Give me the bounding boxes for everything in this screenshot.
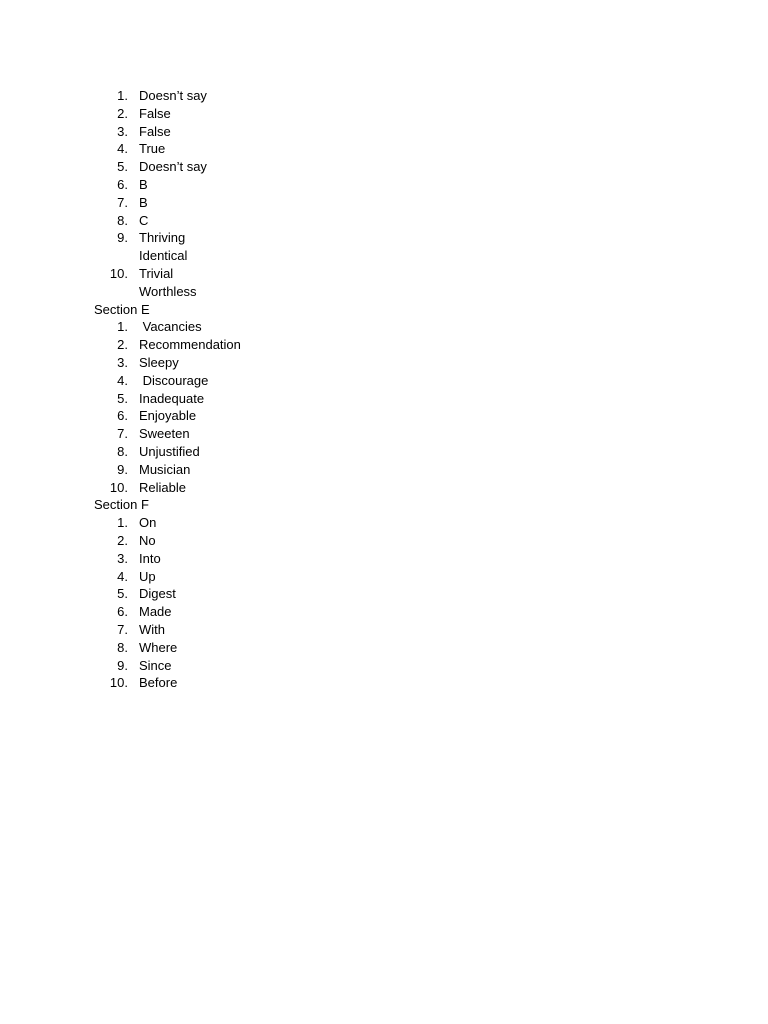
list-item-number: 10. (109, 479, 128, 495)
list-item (94, 621, 694, 639)
list-item-answer: Thriving (139, 230, 186, 246)
list-item (94, 140, 694, 158)
list-item-answer: Since (139, 657, 172, 673)
list-item (94, 443, 694, 461)
list-item-answer: Digest (139, 586, 176, 602)
list-item-number: 5. (117, 586, 128, 602)
list-item (94, 265, 694, 283)
list-item-answer: False (139, 123, 171, 139)
list-item-number: 6. (117, 408, 128, 424)
list-item (94, 105, 694, 123)
list-item-answer: Inadequate (139, 390, 205, 406)
list-item-answer: Sleepy (139, 354, 179, 370)
list-item-number: 2. (117, 105, 128, 121)
list-item-answer: With (139, 621, 165, 637)
list-item-number: 6. (117, 604, 128, 620)
list-item-number: 9. (117, 461, 128, 477)
list-item-answer: B (139, 176, 148, 192)
list-item-number: 9. (117, 657, 128, 673)
list-item (94, 603, 694, 621)
list-item (94, 158, 694, 176)
list-item-answer: C (139, 212, 149, 228)
list-item (94, 390, 694, 408)
list-item (94, 123, 694, 141)
list-item-answer: Unjustified (139, 443, 200, 459)
list-item (94, 568, 694, 586)
list-item (94, 461, 694, 479)
list-item (94, 585, 694, 603)
list-item-answer: True (139, 141, 166, 157)
list-item (94, 247, 694, 265)
list-item-number: 4. (117, 372, 128, 388)
list-item-answer: Enjoyable (139, 408, 197, 424)
list-item-number: 3. (117, 354, 128, 370)
list-item (94, 532, 694, 550)
list-item (94, 425, 694, 443)
section-heading-f: Section F (94, 497, 149, 513)
list-item-number: 8. (117, 443, 128, 459)
list-item-answer: Made (139, 604, 172, 620)
answer-document (94, 87, 694, 692)
list-item-number: 7. (117, 621, 128, 637)
list-item-answer: Identical (139, 248, 188, 264)
list-item-answer: Into (139, 550, 161, 566)
list-item (94, 674, 694, 692)
list-item-answer: Recommendation (139, 337, 241, 353)
list-item-number: 10. (109, 675, 128, 691)
list-item-answer: Vacancies (139, 319, 202, 335)
list-item-answer: Where (139, 639, 178, 655)
list-item-number: 8. (117, 639, 128, 655)
list-item-number: 4. (117, 141, 128, 157)
list-item-number: 9. (117, 230, 128, 246)
list-item-number: 8. (117, 212, 128, 228)
list-item-answer: Reliable (139, 479, 186, 495)
list-item (94, 283, 694, 301)
list-item (94, 479, 694, 497)
list-item-number: 5. (117, 159, 128, 175)
list-item-number: 1. (117, 88, 128, 103)
list-item (94, 176, 694, 194)
list-item-number: 2. (117, 337, 128, 353)
list-item-number: 6. (117, 176, 128, 192)
list-item (94, 372, 694, 390)
list-item-answer: B (139, 194, 148, 210)
list-item-answer: No (139, 532, 156, 548)
list-item (94, 354, 694, 372)
list-item-number: 4. (117, 568, 128, 584)
list-item (94, 514, 694, 532)
list-item-number: 7. (117, 194, 128, 210)
list-item (94, 194, 694, 212)
list-item-answer: Up (139, 568, 156, 584)
list-item-number: 10. (109, 265, 128, 281)
answer-list-section-e (94, 318, 694, 496)
list-item (94, 336, 694, 354)
list-item (94, 212, 694, 230)
list-item-answer: Before (139, 675, 178, 691)
list-item-number: 3. (117, 550, 128, 566)
list-item-answer: Worthless (139, 283, 197, 299)
list-item (94, 229, 694, 247)
list-item (94, 87, 694, 105)
list-item-answer: Doesn’t say (139, 88, 207, 103)
list-item-answer: Doesn’t say (139, 159, 207, 175)
list-item-answer: Discourage (139, 372, 209, 388)
list-item-number: 1. (117, 515, 128, 531)
list-item (94, 407, 694, 425)
list-item-answer: Sweeten (139, 426, 190, 442)
answer-list-a (94, 87, 694, 301)
list-item (94, 318, 694, 336)
answer-list-section-f (94, 514, 694, 692)
list-item-number: 7. (117, 426, 128, 442)
list-item (94, 657, 694, 675)
list-item-number: 3. (117, 123, 128, 139)
list-item-answer: On (139, 515, 157, 531)
section-heading-e: Section E (94, 301, 150, 317)
list-item-number: 1. (117, 319, 128, 335)
list-item-answer: False (139, 105, 171, 121)
list-item-answer: Trivial (139, 265, 174, 281)
list-item-number: 2. (117, 532, 128, 548)
list-item (94, 550, 694, 568)
list-item (94, 639, 694, 657)
list-item-number: 5. (117, 390, 128, 406)
list-item-answer: Musician (139, 461, 191, 477)
